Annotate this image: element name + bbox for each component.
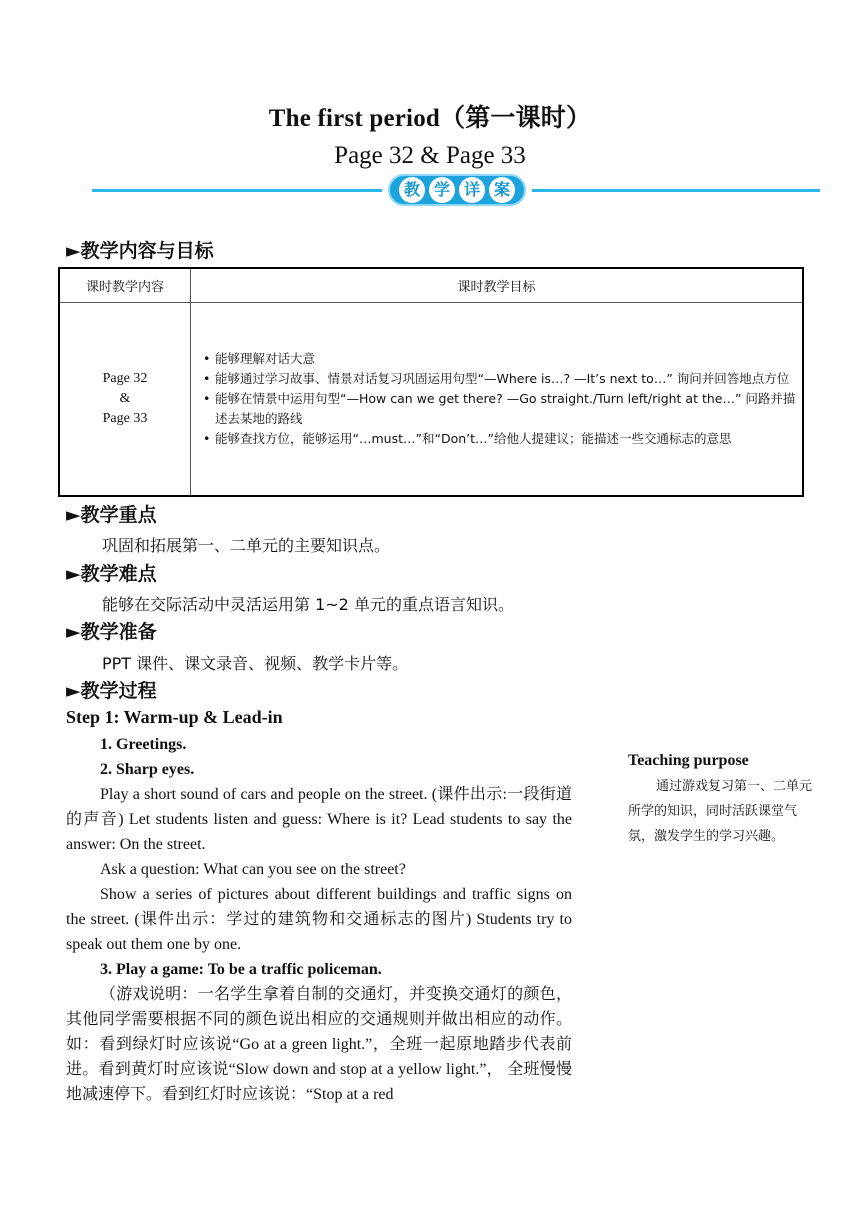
teaching-purpose-note bbox=[628, 752, 814, 849]
banner-char: 学 bbox=[429, 177, 455, 203]
banner-badge bbox=[388, 174, 526, 206]
goal-item: • 能够通过学习故事、情景对话复习巩固运用句型“—Where is…? —It’s next to…” 询问并回答地点方位 bbox=[203, 369, 796, 389]
goal-item: • 能够理解对话大意 bbox=[203, 349, 796, 369]
heading-difficulties: ►教学难点 bbox=[66, 563, 157, 585]
banner-char: 详 bbox=[459, 177, 485, 203]
side-note-text: 通过游戏复习第一、二单元所学的知识，同时活跃课堂气氛，激发学生的学习兴趣。 bbox=[628, 779, 813, 844]
table-header-row bbox=[59, 268, 803, 303]
page-ref: & bbox=[119, 391, 131, 406]
step-subheading: 1. Greetings. bbox=[100, 736, 187, 753]
table-header-goals: 课时教学目标 bbox=[191, 268, 804, 303]
goals-cell bbox=[191, 303, 804, 497]
goals-table bbox=[58, 267, 804, 497]
banner-char: 教 bbox=[399, 177, 425, 203]
difficulties-text: 能够在交际活动中灵活运用第 1~2 单元的重点语言知识。 bbox=[102, 595, 514, 614]
page-ref: Page 33 bbox=[102, 411, 148, 426]
banner-char: 案 bbox=[489, 177, 515, 203]
document-subtitle: Page 32 & Page 33 bbox=[334, 142, 526, 169]
heading-preparation: ►教学准备 bbox=[66, 621, 157, 643]
banner-line-left bbox=[92, 189, 382, 192]
body-paragraph: Show a series of pictures about different buildings and traffic signs on the street. (课件出示：学过的建筑物和交通标志的图片) Students try to speak out them one by one. bbox=[66, 886, 572, 953]
body-paragraph: Ask a question: What can you see on the street? bbox=[100, 861, 406, 878]
goal-list bbox=[191, 349, 802, 449]
body-paragraph: Play a short sound of cars and people on the street. (课件出示:一段街道的声音) Let students listen and guess: Where is it? Lead students to say the answer: On the street. bbox=[66, 786, 572, 853]
step-subheading: 3. Play a game: To be a traffic policeman. bbox=[100, 961, 382, 978]
pages-cell bbox=[59, 303, 191, 497]
heading-process: ►教学过程 bbox=[66, 680, 157, 702]
goal-item: • 能够查找方位，能够运用“…must…”和“Don’t…”给他人提建议；能描述一些交通标志的意思 bbox=[203, 429, 796, 449]
step1-title: Step 1: Warm-up & Lead-in bbox=[66, 707, 283, 727]
step1-body bbox=[66, 732, 572, 1107]
goal-item: • 能够在情景中运用句型“—How can we get there? —Go straight./Turn left/right at the…” 问路并描述去某地的路线 bbox=[203, 389, 796, 429]
body-paragraph: （游戏说明：一名学生拿着自制的交通灯，并变换交通灯的颜色，其他同学需要根据不同的颜色说出相应的交通规则并做出相应的动作。如：看到绿灯时应该说“Go at a green light.”，全班一起原地踏步代表前进。看到黄灯时应该说“Slow down and stop at a yellow light.”， 全班慢慢地减速停下。看到红灯时应该说：“Stop at a red bbox=[66, 986, 572, 1103]
banner-line-right bbox=[532, 189, 820, 192]
heading-key-points: ►教学重点 bbox=[66, 504, 157, 526]
key-points-text: 巩固和拓展第一、二单元的主要知识点。 bbox=[102, 536, 391, 555]
preparation-text: PPT 课件、课文录音、视频、教学卡片等。 bbox=[102, 654, 409, 673]
table-row bbox=[59, 303, 803, 497]
document-title: The first period（第一课时） bbox=[268, 105, 592, 132]
step-subheading: 2. Sharp eyes. bbox=[100, 761, 195, 778]
heading-content-goals: ►教学内容与目标 bbox=[66, 240, 214, 262]
page-ref: Page 32 bbox=[102, 371, 148, 386]
side-note-title: Teaching purpose bbox=[628, 752, 749, 769]
table-header-content: 课时教学内容 bbox=[59, 268, 191, 303]
section-banner bbox=[92, 172, 820, 208]
